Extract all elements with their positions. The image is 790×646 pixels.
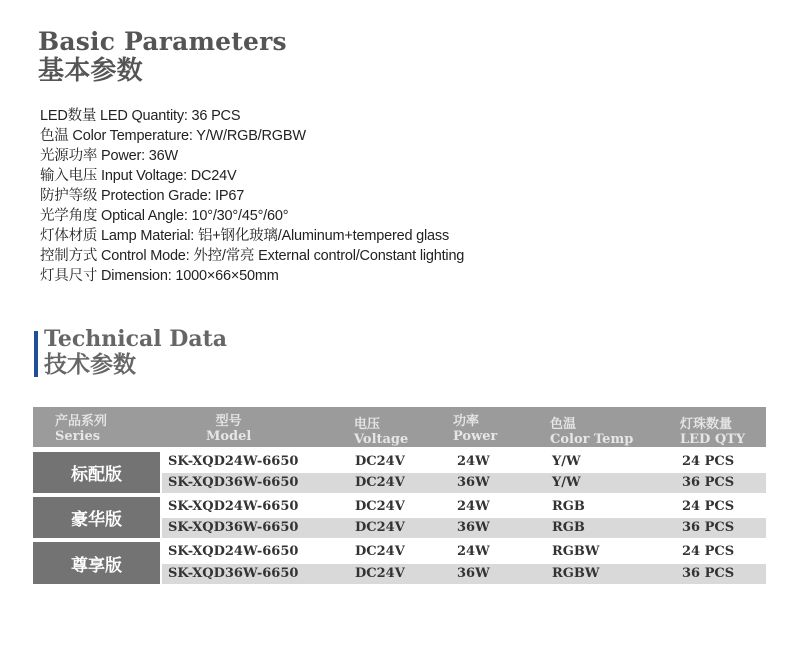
cell-power: 24W — [457, 454, 490, 469]
technical-data-heading — [44, 326, 227, 378]
param-control-mode: 控制方式 Control Mode: 外控/常亮 External control/Constant lighting — [40, 248, 465, 264]
cell-voltage: DC24V — [355, 566, 405, 581]
cell-qty: 36 PCS — [682, 520, 735, 535]
table-row — [162, 452, 766, 472]
cell-power: 36W — [457, 475, 490, 490]
param-lamp-material: 灯体材质 Lamp Material: 铝+钢化玻璃/Aluminum+tempered glass — [40, 228, 450, 244]
param-input-voltage: 输入电压 Input Voltage: DC24V — [40, 168, 237, 184]
cell-color: Y/W — [552, 454, 581, 469]
cell-qty: 24 PCS — [682, 454, 735, 469]
header-power-en: Power — [453, 429, 498, 444]
header-color-temp-en: Color Temp — [550, 432, 634, 447]
cell-power: 36W — [457, 566, 490, 581]
basic-params-title-en: Basic Parameters — [38, 27, 287, 56]
header-color-temp-zh: 色温 — [550, 417, 577, 432]
basic-params-list — [40, 106, 464, 286]
table-row — [162, 542, 766, 562]
cell-model: SK-XQD24W-6650 — [168, 499, 299, 514]
header-series-zh: 产品系列 — [55, 414, 108, 429]
param-protection-grade: 防护等级 Protection Grade: IP67 — [40, 188, 245, 204]
series-premium: 尊享版 — [33, 542, 160, 584]
cell-color: Y/W — [552, 475, 581, 490]
header-voltage-en: Voltage — [354, 432, 409, 447]
header-voltage — [354, 417, 408, 447]
header-power-zh: 功率 — [453, 414, 480, 429]
cell-qty: 36 PCS — [682, 566, 735, 581]
table-row — [162, 497, 766, 517]
cell-qty: 24 PCS — [682, 544, 735, 559]
cell-voltage: DC24V — [355, 520, 405, 535]
cell-color: RGBW — [552, 544, 600, 559]
header-led-qty-en: LED QTY — [680, 432, 746, 447]
header-model-en: Model — [206, 429, 252, 444]
series-standard: 标配版 — [33, 452, 160, 493]
series-deluxe: 豪华版 — [33, 497, 160, 538]
header-series — [55, 414, 107, 444]
cell-qty: 24 PCS — [682, 499, 735, 514]
header-voltage-zh: 电压 — [354, 417, 381, 432]
param-power: 光源功率 Power: 36W — [40, 148, 178, 164]
header-led-qty — [680, 417, 745, 447]
param-optical-angle: 光学角度 Optical Angle: 10°/30°/45°/60° — [40, 208, 289, 224]
technical-data-title-en: Technical Data — [44, 326, 228, 352]
technical-data-title-zh: 技术参数 — [44, 351, 136, 378]
header-model — [206, 414, 251, 444]
cell-color: RGB — [552, 520, 585, 535]
cell-qty: 36 PCS — [682, 475, 735, 490]
cell-voltage: DC24V — [355, 499, 405, 514]
table-row — [162, 564, 766, 584]
header-model-zh: 型号 — [215, 414, 242, 429]
cell-power: 36W — [457, 520, 490, 535]
cell-model: SK-XQD24W-6650 — [168, 454, 299, 469]
cell-model: SK-XQD24W-6650 — [168, 544, 299, 559]
cell-power: 24W — [457, 499, 490, 514]
cell-color: RGBW — [552, 566, 600, 581]
cell-color: RGB — [552, 499, 585, 514]
header-led-qty-zh: 灯珠数量 — [680, 417, 733, 432]
section-accent-bar — [34, 331, 38, 377]
cell-power: 24W — [457, 544, 490, 559]
cell-voltage: DC24V — [355, 475, 405, 490]
param-color-temperature: 色温 Color Temperature: Y/W/RGB/RGBW — [40, 128, 306, 144]
header-series-en: Series — [55, 429, 101, 444]
cell-model: SK-XQD36W-6650 — [168, 520, 299, 535]
param-dimension: 灯具尺寸 Dimension: 1000×66×50mm — [40, 268, 279, 284]
cell-voltage: DC24V — [355, 454, 405, 469]
param-led-quantity: LED数量 LED Quantity: 36 PCS — [40, 108, 241, 124]
header-power — [453, 414, 497, 444]
table-header — [33, 407, 766, 447]
cell-model: SK-XQD36W-6650 — [168, 566, 299, 581]
basic-params-title-zh: 基本参数 — [38, 56, 143, 86]
header-color-temp — [550, 417, 633, 447]
table-row — [162, 473, 766, 493]
basic-params-heading — [38, 28, 287, 86]
cell-model: SK-XQD36W-6650 — [168, 475, 299, 490]
cell-voltage: DC24V — [355, 544, 405, 559]
table-row — [162, 518, 766, 538]
